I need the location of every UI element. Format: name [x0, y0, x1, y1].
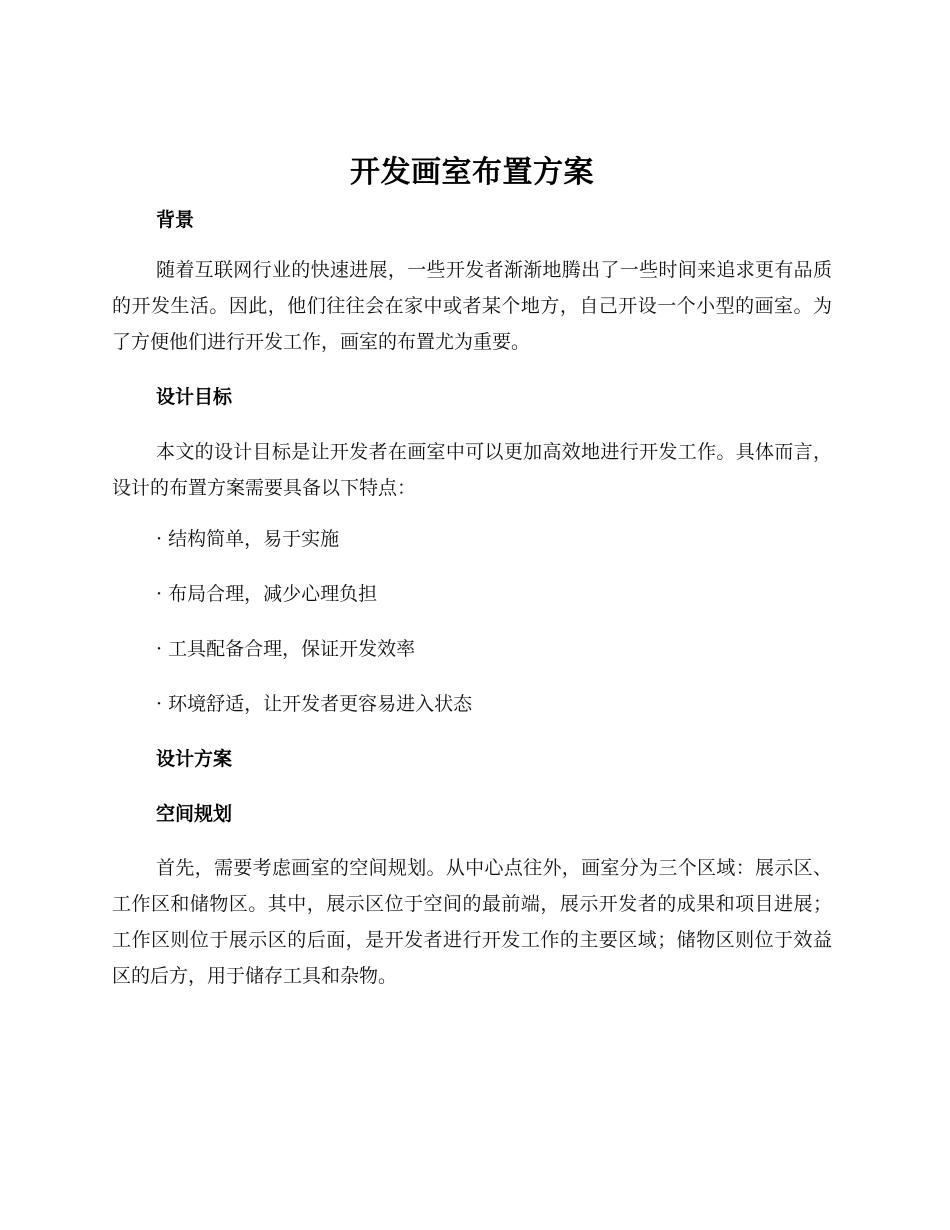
- paragraph-background: 随着互联网行业的快速进展，一些开发者渐渐地腾出了一些时间来追求更有品质的开发生活。因此，他们往往会在家中或者某个地方，自己开设一个小型的画室。为了方便他们进行开发工作，画室的布置尤为重要。: [112, 259, 832, 353]
- goal-bullet-list: [112, 525, 832, 718]
- document-title: 开发画室布置方案: [350, 155, 594, 190]
- section-heading-background: 背景: [156, 209, 195, 231]
- list-item: · 工具配备合理，保证开发效率: [156, 638, 416, 660]
- list-item: · 布局合理，减少心理负担: [156, 583, 378, 605]
- section-heading-space: 空间规划: [156, 803, 233, 825]
- paragraph-space: 首先，需要考虑画室的空间规划。从中心点往外，画室分为三个区域：展示区、工作区和储物区。其中，展示区位于空间的最前端，展示开发者的成果和项目进展；工作区则位于展示区的后面，是开发者进行开发工作的主要区域；储物区则位于效益区的后方，用于储存工具和杂物。: [112, 857, 832, 987]
- paragraph-goals: 本文的设计目标是让开发者在画室中可以更加高效地进行开发工作。具体而言，设计的布置方案需要具备以下特点：: [112, 441, 832, 499]
- list-item: · 结构简单，易于实施: [156, 528, 340, 550]
- section-heading-goals: 设计目标: [156, 386, 233, 408]
- section-heading-plan: 设计方案: [156, 748, 233, 770]
- list-item: · 环境舒适，让开发者更容易进入状态: [156, 693, 473, 715]
- document-body: [112, 150, 832, 994]
